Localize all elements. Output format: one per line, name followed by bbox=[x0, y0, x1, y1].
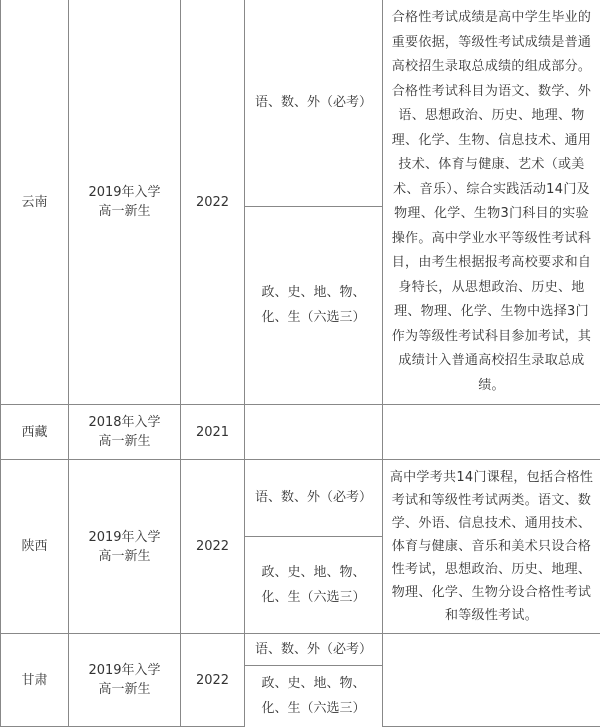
cohort-line: 高一新生 bbox=[73, 202, 176, 221]
cohort-line: 高一新生 bbox=[73, 680, 176, 699]
region-cell: 云南 bbox=[1, 0, 69, 405]
region-cell: 陕西 bbox=[1, 460, 69, 634]
subject-cell bbox=[245, 405, 383, 460]
note-cell: 高中学考共14门课程，包括合格性考试和等级性考试两类。语文、数学、外语、信息技术、通用技术、体育与健康、音乐和美术只设合格性考试，思想政治、历史、地理、物理、化学、生物分设合格性考试和等级性考试。 bbox=[383, 460, 600, 634]
year-cell: 2022 bbox=[181, 634, 245, 727]
cohort-line: 高一新生 bbox=[73, 432, 176, 451]
note-cell bbox=[383, 634, 600, 727]
subject-elective-cell: 政、史、地、物、化、生（六选三） bbox=[245, 536, 383, 633]
year-cell: 2021 bbox=[181, 405, 245, 460]
cohort-cell bbox=[69, 634, 181, 727]
cohort-line: 2018年入学 bbox=[73, 413, 176, 432]
region-cell: 西藏 bbox=[1, 405, 69, 460]
cohort-line: 2019年入学 bbox=[73, 183, 176, 202]
subject-required-cell: 语、数、外（必考） bbox=[245, 0, 383, 206]
table-row bbox=[1, 634, 600, 666]
cohort-line: 2019年入学 bbox=[73, 661, 176, 680]
cohort-line: 高一新生 bbox=[73, 547, 176, 566]
note-cell: 合格性考试成绩是高中学生毕业的重要依据，等级性考试成绩是普通高校招生录取总成绩的组成部分。合格性考试科目为语文、数学、外语、思想政治、历史、地理、物理、化学、生物、信息技术、通用技术、体育与健康、艺术（或美术、音乐）、综合实践活动14门及物理、化学、生物3门科目的实验操作。高中学业水平等级性考试科目，由考生根据报考高校要求和自身特长，从思想政治、历史、地理、物理、化学、生物中选择3门作为等级性考试科目参加考试，其成绩计入普通高校招生录取总成绩。 bbox=[383, 0, 600, 405]
region-cell: 甘肃 bbox=[1, 634, 69, 727]
table-row bbox=[1, 460, 600, 537]
table-row bbox=[1, 0, 600, 206]
cohort-cell bbox=[69, 460, 181, 634]
cohort-cell bbox=[69, 405, 181, 460]
note-cell bbox=[383, 405, 600, 460]
cohort-cell bbox=[69, 0, 181, 405]
cohort-line: 2019年入学 bbox=[73, 528, 176, 547]
subject-required-cell: 语、数、外（必考） bbox=[245, 634, 383, 666]
year-cell: 2022 bbox=[181, 0, 245, 405]
subject-elective-cell: 政、史、地、物、化、生（六选三） bbox=[245, 206, 383, 404]
year-cell: 2022 bbox=[181, 460, 245, 634]
table-row bbox=[1, 405, 600, 460]
subject-required-cell: 语、数、外（必考） bbox=[245, 460, 383, 537]
subject-elective-cell: 政、史、地、物、化、生（六选三） bbox=[245, 666, 383, 727]
